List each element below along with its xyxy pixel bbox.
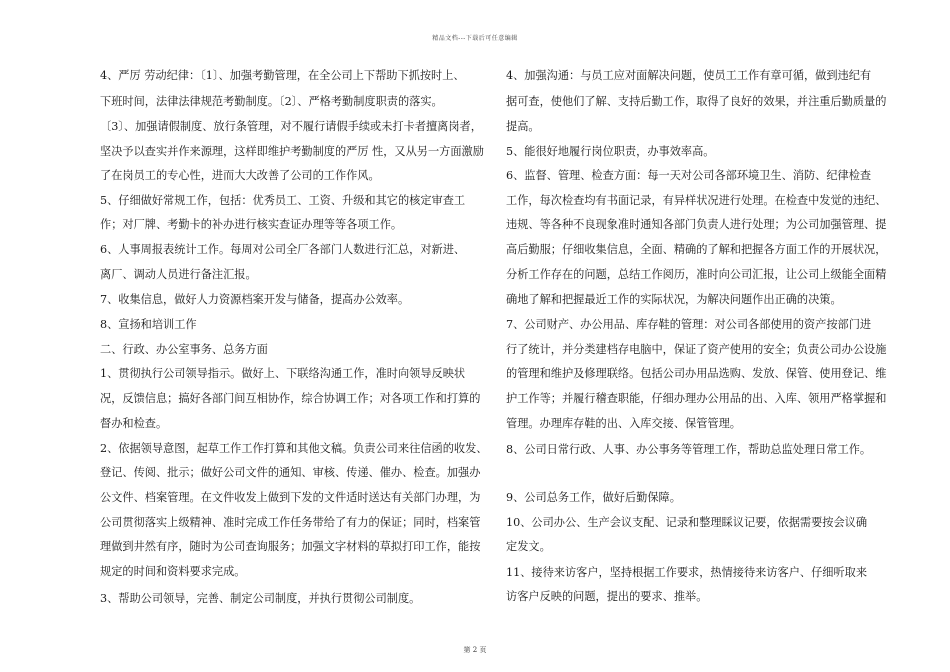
text-line: 管理。办理库存鞋的出、入库交接、保管管理。: [506, 417, 741, 430]
text-line: 高后勤服；仔细收集信息，全面、精确的了解和把握各方面工作的开展状况，: [506, 243, 887, 256]
text-line: 11、接待来访客户，坚持根据工作要求，热情接待来访客户、仔细听取来: [506, 566, 868, 579]
text-line: 登记、传阅、批示；做好公司文件的通知、审核、传递、催办、检查。加强办: [100, 466, 481, 479]
text-line: 的管理和维护及修理联络。包括公司办用品选购、发放、保管、使用登记、维: [506, 367, 887, 380]
page-number: 第 2 页: [463, 646, 487, 654]
text-line: 4、加强沟通：与员工应对面解决问题，使员工工作有章可循，做到违纪有: [506, 69, 872, 82]
text-line: 二、行政、办公室事务、总务方面: [100, 343, 268, 356]
text-line: 3、帮助公司领导，完善、制定公司制度，并执行贯彻公司制度。: [100, 592, 421, 605]
text-line: 作；对厂牌、考勤卡的补办进行核实查证办理等等各项工作。: [100, 218, 403, 231]
text-line: 4、严厉 劳动纪律：〔1〕、加强考勤管理，在全公司上下帮助下抓按时上、: [100, 69, 465, 82]
text-line: 坚决予以查实并作来源理，这样即维护考勤制度的严厉 性，又从另一方面激励: [100, 145, 484, 158]
text-line: 下班时间，法律法律规范考勤制度。〔2〕、严格考勤制度职责的落实。: [100, 95, 443, 108]
text-line: 10、公司办公、生产会议支配、记录和整理睬议记要，依据需要按会议确: [506, 516, 868, 529]
text-line: 违规、等各种不良现象准时通知各部门负责人进行处理；为公司加强管理、提: [506, 218, 887, 231]
text-line: 了在岗员工的专心性，进而大大改善了公司的工作作风。: [100, 169, 380, 182]
text-line: 定发文。: [506, 540, 551, 553]
text-line: 督办和检查。: [100, 417, 168, 430]
text-line: 规定的时间和资料要求完成。: [100, 565, 246, 578]
text-line: 理做到井然有序，随时为公司查询服务；加强文字材料的草拟打印工作，能按: [100, 540, 481, 553]
text-line: 7、收集信息，做好人力资源档案开发与储备，提高办公效率。: [100, 293, 410, 306]
text-line: 护工作等；并履行稽查职能，仔细办理办公用品的出、入库、领用严格掌握和: [506, 392, 887, 405]
text-line: 提高。: [506, 120, 540, 133]
text-line: 离厂、调动人员进行备注汇报。: [100, 268, 257, 281]
text-line: 8、宣扬和培训工作: [100, 318, 197, 331]
text-line: 行了统计，并分类建档存电脑中，保证了资产使用的安全；负责公司办公设施: [506, 343, 887, 356]
page-header: 精品文档---下载后可任意编辑: [432, 35, 518, 42]
text-line: 6、人事周报表统计工作。每周对公司全厂各部门人数进行汇总，对新进、: [100, 243, 466, 256]
text-line: 2、依据领导意图，起草工作工作打算和其他文稿。负责公司来往信函的收发、: [100, 442, 488, 455]
text-line: 〔3〕、加强请假制度、放行条管理，对不履行请假手续或未打卡者擅离岗者，: [100, 120, 482, 133]
text-line: 9、公司总务工作，做好后勤保障。: [506, 491, 681, 504]
text-line: 7、公司财产、办公用品、库存鞋的管理：对公司各部使用的资产按部门进: [506, 318, 872, 331]
text-line: 分析工作存在的问题，总结工作阅历，准时向公司汇报，让公司上级能全面精: [506, 268, 887, 281]
text-line: 公文件、档案管理。在文件收发上做到下发的文件适时送达有关部门办理，为: [100, 491, 481, 504]
text-line: 公司贯彻落实上级精神、准时完成工作任务带给了有力的保证；同时，档案管: [100, 516, 481, 529]
text-line: 5、能很好地履行岗位职责，办事效率高。: [506, 145, 715, 158]
text-line: 1、贯彻执行公司领导指示。做好上、下联络沟通工作，准时向领导反映状: [100, 367, 466, 380]
text-line: 5、仔细做好常规工作，包括：优秀员工、工资、升级和其它的核定审查工: [100, 194, 466, 207]
text-line: 访客户反映的问题，提出的要求、推举。: [506, 590, 708, 603]
text-line: 据可查，使他们了解、支持后勤工作，取得了良好的效果，并注重后勤质量的: [506, 95, 887, 108]
text-line: 6、监督、管理、检查方面：每一天对公司各部环境卫生、消防、纪律检查: [506, 169, 872, 182]
text-line: 8、公司日常行政、人事、办公事务等管理工作，帮助总监处理日常工作。: [506, 443, 872, 456]
text-line: 工作，每次检查均有书面记录，有异样状况进行处理。在检查中发觉的违纪、: [506, 194, 887, 207]
text-line: 况，反馈信息；搞好各部门间互相协作，综合协调工作；对各项工作和打算的: [100, 392, 481, 405]
text-line: 确地了解和把握最近工作的实际状况，为解决问题作出正确的决策。: [506, 293, 842, 306]
